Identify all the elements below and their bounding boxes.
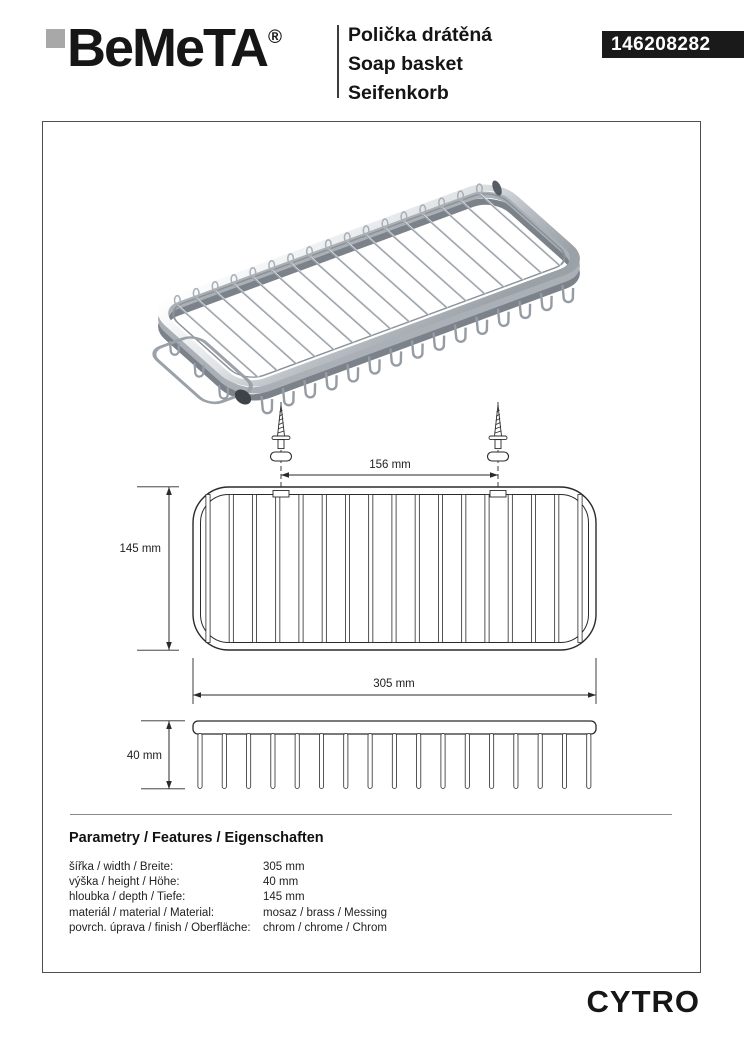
- parameter-row: [69, 890, 387, 905]
- parameter-label: hloubka / depth / Tiefe:: [69, 891, 186, 904]
- parameter-value: mosaz / brass / Messing: [263, 906, 387, 919]
- brand-logo-text: BeMeTA: [67, 18, 268, 78]
- parameter-row: [69, 921, 387, 936]
- dim-height-label: 40 mm: [126, 750, 162, 762]
- registered-trademark: ®: [268, 27, 283, 48]
- parameter-value: 145 mm: [263, 891, 305, 904]
- parameter-value: chrom / chrome / Chrom: [263, 921, 387, 934]
- product-title-cs: Polička drátěná: [348, 24, 493, 46]
- product-title-de: Seifenkorb: [348, 82, 449, 104]
- parameter-row: [69, 860, 387, 875]
- parameter-row: [69, 906, 387, 921]
- brand-logo: [46, 18, 283, 78]
- parameters-table: [69, 860, 387, 936]
- dim-mounting-distance-label: 156 mm: [369, 459, 411, 471]
- parameter-row: [69, 875, 387, 890]
- product-titles: [348, 21, 492, 108]
- logo-square-icon: [46, 29, 65, 48]
- header-divider: [337, 25, 339, 98]
- product-code-badge: 146208282: [602, 31, 744, 58]
- parameter-label: materiál / material / Material:: [69, 906, 215, 919]
- parameter-label: povrch. úprava / finish / Oberfläche:: [69, 921, 251, 934]
- section-separator: [70, 814, 672, 815]
- parameter-value: 305 mm: [263, 861, 305, 873]
- product-title-en: Soap basket: [348, 53, 463, 75]
- dim-depth-label: 145 mm: [119, 543, 161, 555]
- parameter-label: šířka / width / Breite:: [69, 861, 174, 873]
- parameter-label: výška / height / Höhe:: [69, 876, 180, 889]
- product-photo: [96, 118, 636, 423]
- technical-drawing: [42, 390, 701, 802]
- series-name: CYTRO: [586, 984, 700, 1019]
- parameters-heading: Parametry / Features / Eigenschaften: [69, 830, 324, 846]
- parameter-value: 40 mm: [263, 876, 299, 889]
- dim-width-label: 305 mm: [373, 678, 415, 690]
